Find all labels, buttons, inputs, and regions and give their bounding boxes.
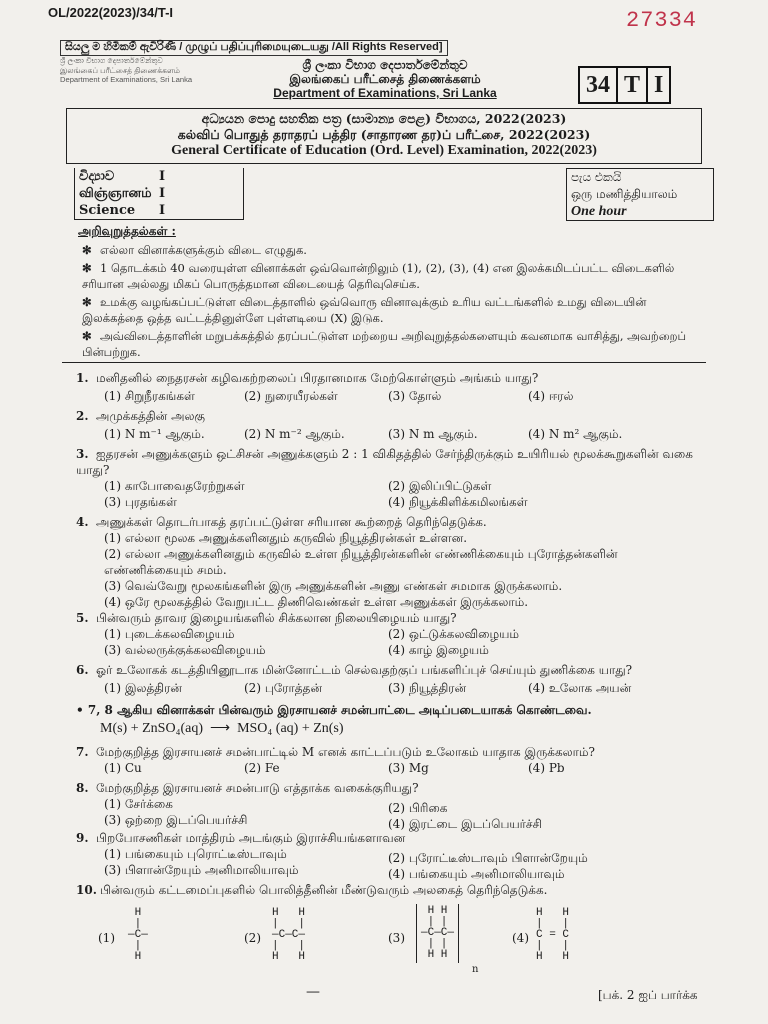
option: (2) Fe <box>244 761 280 775</box>
asterisk-icon: ✻ <box>82 243 92 257</box>
question-7 <box>76 744 716 760</box>
subject-line <box>79 202 239 219</box>
instruction-item <box>82 242 710 258</box>
paper-id-part: I <box>654 72 664 98</box>
subject-part: I <box>159 186 166 201</box>
option: (4) காழ் இழையம் <box>388 643 489 657</box>
option: (3) N m ஆகும். <box>388 427 478 441</box>
question-number: 7. <box>76 745 89 759</box>
duration-si: පැය එකයි <box>571 170 622 184</box>
instruction-text: உமக்கு வழங்கப்பட்டுள்ள விடைத்தாளில் ஒவ்வொரு வினாவுக்கும் உரிய வட்டங்களில் உமது விடையின் இலக்கத்தை ஒத்த வட்டத்தினுள்ளே புள்ளடியை (X) இடுக. <box>82 295 647 325</box>
duration-box <box>566 168 714 221</box>
serial-number: 27334 <box>626 8 698 33</box>
option: (3) பிளான்றேயும் அனிமாலியாவும் <box>104 863 299 877</box>
exam-title-box <box>66 108 702 164</box>
option: (1) புடைக்கலவிழையம் <box>104 627 235 641</box>
instruction-item <box>82 328 710 360</box>
question-number: 4. <box>76 515 89 529</box>
instruction-text: 1 தொடக்கம் 40 வரையுள்ள வினாக்கள் ஒவ்வொன்றிலும் (1), (2), (3), (4) என இலக்கமிடப்பட்ட விடைகளில் சரியான அல்லது மிகப் பொருத்தமான விடையைத் தெரிவுசெய்க. <box>82 261 675 291</box>
option: (4) Pb <box>528 761 565 775</box>
option: (4) இரட்டை இடப்பெயர்ச்சி <box>388 817 542 831</box>
equation-left: M(s) + ZnSO₄(aq) <box>100 721 203 736</box>
option: (1) காபோவைதரேற்றுகள் <box>104 479 245 493</box>
question-8 <box>76 780 716 796</box>
paper-code: OL/2022(2023)/34/T-I <box>48 5 174 20</box>
question-text: மேற்குறித்த இரசாயனச் சமன்பாட்டில் M எனக் காட்டப்படும் உலோகம் யாதாக இருக்கலாம்? <box>96 745 595 759</box>
question-text: மனிதனில் நைதரசன் கழிவகற்றலைப் பிரதானமாக மேற்கொள்ளும் அங்கம் யாது? <box>96 371 539 385</box>
instructions-title: அறிவுறுத்தல்கள் : <box>78 224 176 238</box>
question-number: 9. <box>76 831 89 845</box>
dept-strip-line: Department of Examinations, Sri Lanka <box>60 75 193 84</box>
dept-name-si: ශ්‍රී ලංකා විභාග දෙපාර්තමේන්තුව <box>302 58 468 72</box>
option-label: (3) <box>388 931 405 945</box>
section-divider <box>62 362 706 363</box>
option: (3) வெவ்வேறு மூலகங்களின் இரு அணுக்களின் அணு எண்கள் சமமாக இருக்கலாம். <box>104 579 563 593</box>
question-number: 5. <box>76 611 89 625</box>
option: (3) ஒற்றை இடப்பெயர்ச்சி <box>104 813 248 827</box>
question-4 <box>76 514 716 530</box>
question-text: ஐதரசன் அணுக்களும் ஒட்சிசன் அணுக்களும் 2 : 1 விகிதத்தில் சேர்ந்திருக்கும் உயிரியல் மூலக்கூறுகளின் வகை யாது? <box>76 447 693 477</box>
department-name <box>270 58 500 100</box>
option: (4) ஈரல் <box>528 389 574 403</box>
option: (1) N m⁻¹ ஆகும். <box>104 427 205 441</box>
instruction-item <box>82 260 710 292</box>
dept-name-en: Department of Examinations, Sri Lanka <box>273 86 497 100</box>
instruction-item <box>82 294 710 326</box>
dept-name-ta: இலங்கைப் பரீட்சைத் திணைக்களம் <box>289 72 481 86</box>
instruction-text: எல்லா வினாக்களுக்கும் விடை எழுதுக. <box>100 243 307 257</box>
paper-id-number: 34 <box>580 68 618 102</box>
option: (4) நியூக்கிளிக்கமிலங்கள் <box>388 495 528 509</box>
options-q4 <box>104 530 704 610</box>
question-1 <box>76 370 716 386</box>
subject-name: විද්‍යාව <box>79 169 115 184</box>
question-text: அணுக்கள் தொடர்பாகத் தரப்பட்டுள்ள சரியான கூற்றைத் தெரிந்தெடுக்க. <box>96 515 487 529</box>
subject-part: I <box>159 203 166 218</box>
option: (1) Cu <box>104 761 142 775</box>
option: (3) Mg <box>388 761 429 775</box>
option-label: (2) <box>244 931 261 945</box>
option: (1) சேர்க்கை <box>104 797 173 811</box>
option: (3) நியூத்திரன் <box>388 681 467 695</box>
structure-polyethene-bracket <box>416 904 459 963</box>
option: (3) புரதங்கள் <box>104 495 177 509</box>
option: (2) N m⁻² ஆகும். <box>244 427 345 441</box>
subject-name: விஞ்ஞானம் <box>79 186 152 201</box>
question-number: 10. <box>76 883 97 897</box>
subject-name: Science <box>79 203 136 218</box>
option: (4) பங்கையும் அனிமாலியாவும் <box>388 867 565 881</box>
question-number: 8. <box>76 781 89 795</box>
option: (3) வல்லருக்குக்கலவிழையம் <box>104 643 266 657</box>
rights-notice: සියලු ම හිමිකම් ඇවිරිණි / முழுப் பதிப்புரிமையுடையது /All Rights Reserved] <box>60 40 448 56</box>
shared-note: • 7, 8 ஆகிய வினாக்கள் பின்வரும் இரசாயனச் சமன்பாட்டை அடிப்படையாகக் கொண்டவை. <box>76 703 592 717</box>
exam-title-ta: கல்விப் பொதுத் தராதரப் பத்திர (சாதாரண தர)ப் பரீட்சை, 2022(2023) <box>177 127 591 142</box>
option: (1) பங்கையும் புரொட்டீஸ்டாவும் <box>104 847 287 861</box>
options-q10 <box>98 904 704 982</box>
exam-title-si: අධ්‍යයන පොදු සහතික පත්‍ර (සාමාන්‍ය පෙළ) විභාගය, 2022(2023) <box>201 111 567 126</box>
option: (2) நுரையீரல்கள் <box>244 389 338 403</box>
question-number: 1. <box>76 371 89 385</box>
question-6 <box>76 662 716 678</box>
question-number: 6. <box>76 663 89 677</box>
question-text: ஓர் உலோகக் கடத்தியினூடாக மின்னோட்டம் செல்வதற்குப் பங்களிப்புச் செய்யும் துணிக்கை யாது? <box>96 663 633 677</box>
option: (2) ஒட்டுக்கலவிழையம் <box>388 627 520 641</box>
option: (2) பிரிகை <box>388 801 448 815</box>
subject-line <box>79 185 239 202</box>
question-text: பின்வரும் தாவர இழையங்களில் சிக்கலான நிலையிழையம் யாது? <box>96 611 457 625</box>
question-3 <box>76 446 716 478</box>
structure-repeating-unit: H H | | —C—C— | | H H <box>421 905 455 961</box>
equation-right: MSO₄ (aq) + Zn(s) <box>237 721 344 736</box>
instruction-text: அவ்விடைத்தாளின் மறுபக்கத்தில் தரப்பட்டுள்ள மற்றைய அறிவுறுத்தல்களையும் கவனமாக வாசித்து, அவற்றைப் பின்பற்றுக. <box>82 329 687 359</box>
option: (2) எல்லா அணுக்களினதும் கருவில் உள்ள நியூத்திரன்களின் எண்ணிக்கையும் புரோத்தன்களின் எண்ணிக்கையும் சமம். <box>104 547 618 577</box>
question-text: பின்வரும் கட்டமைப்புகளில் பொலித்தீனின் மீண்டுவரும் அலகைத் தெரிந்தெடுக்க. <box>100 883 548 897</box>
page-turn-note: [பக். 2 ஐப் பார்க்க <box>598 988 698 1002</box>
option: (1) சிறுநீரகங்கள் <box>104 389 195 403</box>
subject-line <box>79 168 239 185</box>
asterisk-icon: ✻ <box>82 295 92 309</box>
option: (2) இலிப்பிட்டுகள் <box>388 479 492 493</box>
exam-title-en: General Certificate of Education (Ord. Level) Examination, 2022(2023) <box>171 143 597 158</box>
question-2 <box>76 408 716 424</box>
asterisk-icon: ✻ <box>82 329 92 343</box>
duration-ta: ஒரு மணித்தியாலம் <box>571 187 678 201</box>
option: (2) புரோட்டீஸ்டாவும் பிளான்றேயும் <box>388 851 588 865</box>
option: (4) N m² ஆகும். <box>528 427 623 441</box>
option-label: (1) <box>98 931 115 945</box>
question-text: மேற்குறித்த இரசாயனச் சமன்பாடு எத்தாக்க வகைக்குரியது? <box>96 781 419 795</box>
question-number: 3. <box>76 447 89 461</box>
structure-ethene: H H | | C = C | | H H <box>536 907 570 963</box>
option: (4) ஒரே மூலகத்தில் வேறுபட்ட திணிவெண்கள் உள்ள அணுக்கள் இருக்கலாம். <box>104 595 529 609</box>
dept-strip-line: ශ්‍රී ලංකා විභාග දෙපාර්තමේන්තුව <box>60 56 163 65</box>
bottom-mark: — <box>306 984 320 1000</box>
question-5 <box>76 610 716 626</box>
structure-c2h4-chain: H H | | —C—C— | | H H <box>272 907 306 963</box>
paper-id-box <box>578 66 671 104</box>
option: (1) இலத்திரன் <box>104 681 182 695</box>
question-9 <box>76 830 716 846</box>
subject-part: I <box>159 169 166 184</box>
duration-en: One hour <box>571 204 627 219</box>
option: (4) உலோக அயன் <box>528 681 632 695</box>
subject-box <box>74 168 244 220</box>
subscript-n: n <box>472 964 479 975</box>
question-number: 2. <box>76 409 89 423</box>
question-text: பிறபோசணிகள் மாத்திரம் அடங்கும் இராச்சியங்களாவன <box>96 831 406 845</box>
question-text: அமுக்கத்தின் அலகு <box>96 409 206 423</box>
question-10 <box>76 882 716 898</box>
option: (2) புரோத்தன் <box>244 681 322 695</box>
chemical-equation <box>100 720 344 737</box>
asterisk-icon: ✻ <box>82 261 92 275</box>
paper-id-letter: T <box>618 68 648 102</box>
structure-ch2: H | —C— | H <box>128 907 148 963</box>
option: (3) தோல் <box>388 389 442 403</box>
option: (1) எல்லா மூலக அணுக்களினதும் கருவில் நியூத்திரன்கள் உள்ளன. <box>104 531 468 545</box>
arrow-icon: ⟶ <box>206 721 234 736</box>
option-label: (4) <box>512 931 529 945</box>
dept-strip-line: இலங்கைப் பரீட்சைத் திணைக்களம் <box>60 65 180 75</box>
